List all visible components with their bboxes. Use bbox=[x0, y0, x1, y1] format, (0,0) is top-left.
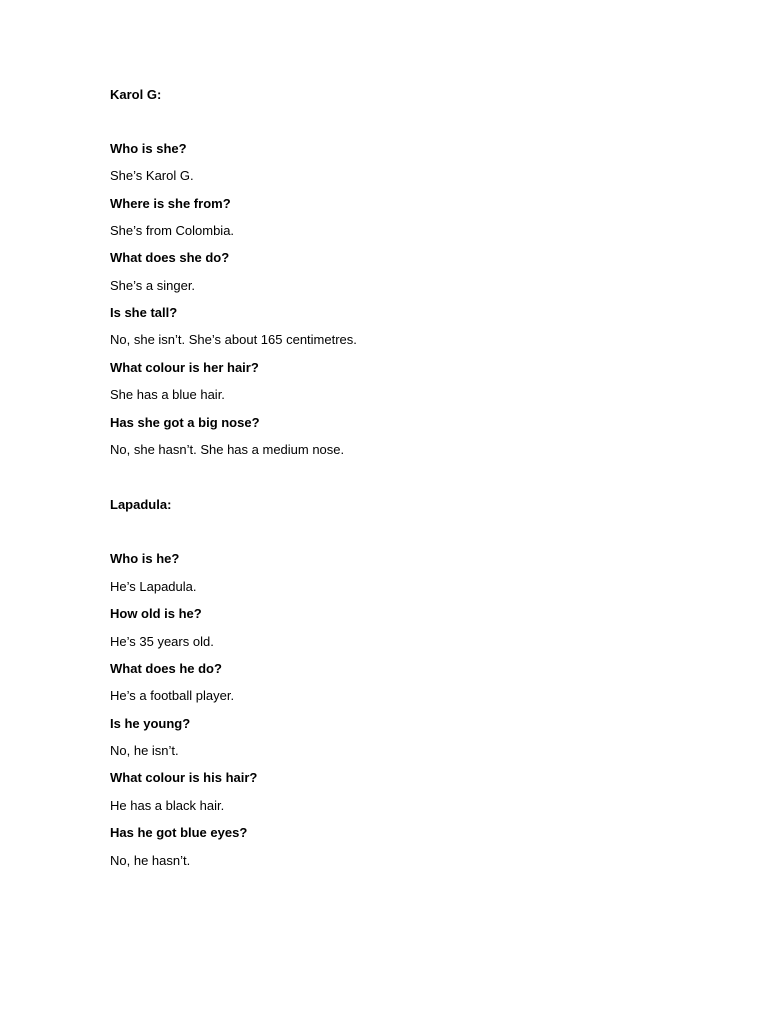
answer: He’s a football player. bbox=[110, 688, 235, 703]
question: What does he do? bbox=[110, 661, 222, 676]
answer: He’s 35 years old. bbox=[110, 634, 214, 649]
answer: She’s a singer. bbox=[110, 278, 196, 293]
section-heading: Lapadula: bbox=[110, 497, 172, 512]
question: Has he got blue eyes? bbox=[110, 825, 248, 840]
section-heading: Karol G: bbox=[110, 87, 162, 102]
question: Is she tall? bbox=[110, 305, 178, 320]
answer: She’s from Colombia. bbox=[110, 223, 235, 238]
question: What colour is her hair? bbox=[110, 360, 259, 375]
question: Who is he? bbox=[110, 551, 180, 566]
question: Is he young? bbox=[110, 716, 191, 731]
question: Where is she from? bbox=[110, 196, 231, 211]
answer: No, she isn’t. She’s about 165 centimetres. bbox=[110, 332, 357, 347]
answer: He has a black hair. bbox=[110, 798, 225, 813]
question: Has she got a big nose? bbox=[110, 415, 260, 430]
answer: No, he isn’t. bbox=[110, 743, 179, 758]
answer: She has a blue hair. bbox=[110, 387, 225, 402]
answer: No, he hasn’t. bbox=[110, 853, 191, 868]
question: What does she do? bbox=[110, 250, 230, 265]
answer: She’s Karol G. bbox=[110, 168, 194, 183]
question: Who is she? bbox=[110, 141, 187, 156]
answer: He’s Lapadula. bbox=[110, 579, 197, 594]
answer: No, she hasn’t. She has a medium nose. bbox=[110, 442, 345, 457]
question: What colour is his hair? bbox=[110, 770, 258, 785]
question: How old is he? bbox=[110, 606, 202, 621]
